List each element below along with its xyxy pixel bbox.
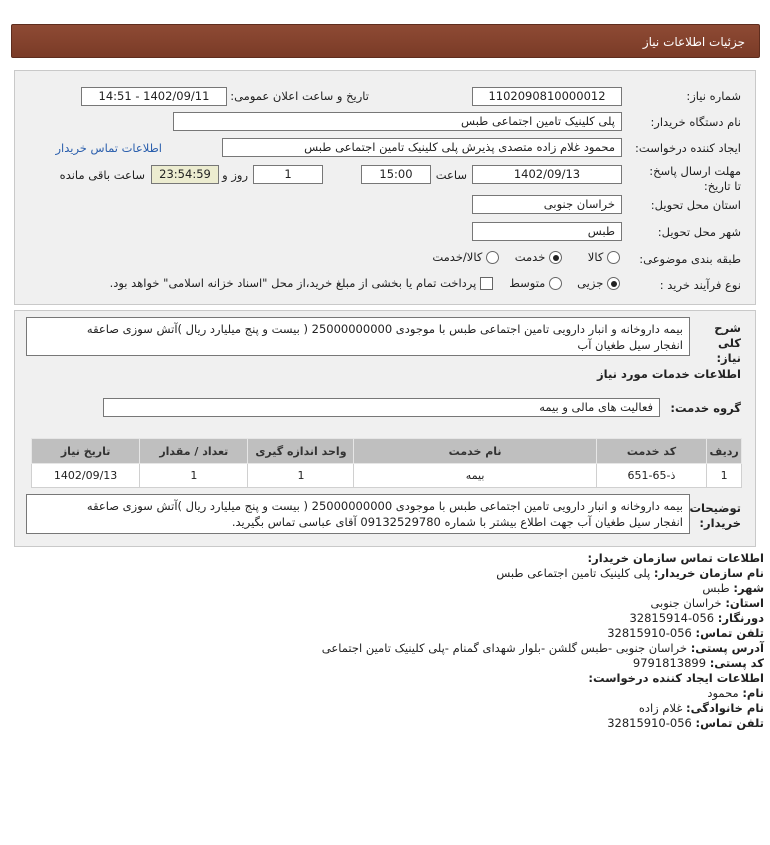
cell-code: ذ-65-651 <box>596 464 706 488</box>
service-group-label: گروه خدمت: <box>670 401 741 415</box>
contact-postal-row: کد پستی: 9791813899 <box>632 656 764 670</box>
contact-fax-value: 056-32815914 <box>629 611 715 625</box>
col-code-header: کد خدمت <box>596 439 706 464</box>
col-name-header: نام خدمت <box>354 439 596 464</box>
contact-province-value: خراسان جنوبی <box>650 596 722 610</box>
contact-city-value: طبس <box>702 581 730 595</box>
col-date-header: تاریخ نیاز <box>32 439 140 464</box>
days-field[interactable]: 1 <box>253 165 323 184</box>
process-label: نوع فرآیند خرید : <box>659 278 741 292</box>
payment-note: پرداخت تمام یا بخشی از مبلغ خرید،از محل "اسناد خزانه اسلامی" خواهد بود. <box>109 276 477 290</box>
city-field[interactable]: طبس <box>472 222 622 241</box>
creator-phone-value: 056-32815910 <box>607 716 692 730</box>
buyer-field[interactable]: پلی کلینیک تامین اجتماعی طبس <box>173 112 622 131</box>
cell-date: 1402/09/13 <box>32 464 140 488</box>
need-info-panel <box>14 70 756 305</box>
remaining-label: ساعت باقی مانده <box>59 168 145 182</box>
service-group-field[interactable]: فعالیت های مالی و بیمه <box>103 398 660 417</box>
contact-org-value: پلی کلینیک تامین اجتماعی طبس <box>496 566 651 580</box>
creator-phone-row: تلفن تماس: 056-32815910 <box>607 716 764 730</box>
creator-name-row: نام: محمود <box>707 686 764 700</box>
need-number-label: شماره نیاز: <box>686 89 741 103</box>
col-row-header: ردیف <box>707 439 742 464</box>
summary-field: بیمه داروخانه و انبار دارویی تامین اجتماعی طبس با موجودی 25000000000 ( بیست و پنج میلیارد ریال )آتش سوزی صاعقه انفجار سیل طغیان آب <box>26 317 690 356</box>
need-number-field[interactable]: 1102090810000012 <box>472 87 622 106</box>
radio-medium[interactable] <box>549 277 562 290</box>
contact-fax-row: دورنگار: 056-32815914 <box>629 611 764 625</box>
services-title: اطلاعات خدمات مورد نیاز <box>597 367 741 381</box>
col-qty-header: تعداد / مقدار <box>140 439 248 464</box>
days-label: روز و <box>222 168 248 182</box>
radio-goods[interactable] <box>607 251 620 264</box>
cell-unit: 1 <box>248 464 354 488</box>
buyer-notes-field: بیمه داروخانه و انبار دارویی تامین اجتماعی طبس با موجودی 25000000000 ( بیست و پنج میلیارد ریال )آتش سوزی صاعقه انفجار سیل طغیان آب جهت اطلاع بیشتر با شماره 09132529780 آقای عباسی تماس بگیرید. <box>26 494 690 534</box>
table-row[interactable] <box>32 464 742 488</box>
city-label: شهر محل تحویل: <box>657 225 741 239</box>
buyer-label: نام دستگاه خریدار: <box>650 115 741 129</box>
creator-label: ایجاد کننده درخواست: <box>635 141 741 155</box>
cell-qty: 1 <box>140 464 248 488</box>
radio-minor[interactable] <box>607 277 620 290</box>
radio-goods-service[interactable] <box>486 251 499 264</box>
province-field[interactable]: خراسان جنوبی <box>472 195 622 214</box>
summary-label: شرح کلی نیاز: <box>714 321 741 365</box>
creator-title: اطلاعات ایجاد کننده درخواست: <box>588 671 764 685</box>
details-panel <box>14 310 756 547</box>
col-unit-header: واحد اندازه گیری <box>248 439 354 464</box>
contact-city-row: شهر: طبس <box>702 581 764 595</box>
contact-postal-value: 9791813899 <box>632 656 707 670</box>
creator-name-value: محمود <box>707 686 739 700</box>
contact-address-value: خراسان جنوبی -طبس گلشن -بلوار شهدای گمنام -پلی کلینیک تامین اجتماعی <box>321 641 688 655</box>
category-option-service[interactable]: خدمت <box>515 250 562 264</box>
contact-section <box>4 551 764 731</box>
radio-service[interactable] <box>549 251 562 264</box>
category-label: طبقه بندی موضوعی: <box>639 252 741 266</box>
payment-option[interactable] <box>110 276 493 290</box>
contact-phone-row: تلفن تماس: 056-32815910 <box>607 626 764 640</box>
services-table <box>31 438 742 488</box>
category-option-goods-service[interactable]: کالا/خدمت <box>432 250 499 264</box>
contact-org-row: نام سازمان خریدار: پلی کلینیک تامین اجتماعی طبس <box>496 566 764 580</box>
creator-field[interactable]: محمود غلام زاده متصدی پذیرش پلی کلینیک تامین اجتماعی طبس <box>222 138 622 157</box>
page-title-bar <box>11 24 760 58</box>
province-label: استان محل تحویل: <box>650 198 741 212</box>
buyer-notes-label: توضیحات خریدار: <box>689 501 741 530</box>
creator-family-row: نام خانوادگی: غلام زاده <box>638 701 764 715</box>
deadline-date-field[interactable]: 1402/09/13 <box>472 165 622 184</box>
table-header-row <box>32 439 742 464</box>
buyer-contact-link[interactable]: اطلاعات تماس خریدار <box>55 141 162 155</box>
creator-family-value: غلام زاده <box>638 701 683 715</box>
cell-name: بیمه <box>354 464 596 488</box>
category-option-goods[interactable]: کالا <box>588 250 620 264</box>
cell-row: 1 <box>707 464 742 488</box>
payment-checkbox[interactable] <box>480 277 493 290</box>
process-option-medium[interactable]: متوسط <box>509 276 562 290</box>
deadline-label: مهلت ارسال پاسخ: تا تاریخ: <box>649 164 741 193</box>
contact-address-row: آدرس پستی: خراسان جنوبی -طبس گلشن -بلوار شهدای گمنام -پلی کلینیک تامین اجتماعی <box>321 641 764 655</box>
announce-label: تاریخ و ساعت اعلان عمومی: <box>230 89 369 103</box>
remaining-time-field: 23:54:59 <box>151 165 219 184</box>
announce-field[interactable]: 1402/09/11 - 14:51 <box>81 87 227 106</box>
process-option-minor[interactable]: جزیی <box>577 276 620 290</box>
contact-phone-value: 056-32815910 <box>607 626 692 640</box>
time-label: ساعت <box>435 168 467 182</box>
contact-province-row: استان: خراسان جنوبی <box>650 596 764 610</box>
deadline-time-field[interactable]: 15:00 <box>361 165 431 184</box>
contact-title: اطلاعات تماس سازمان خریدار: <box>587 551 764 565</box>
page-title: جزئیات اطلاعات نیاز <box>642 35 745 49</box>
